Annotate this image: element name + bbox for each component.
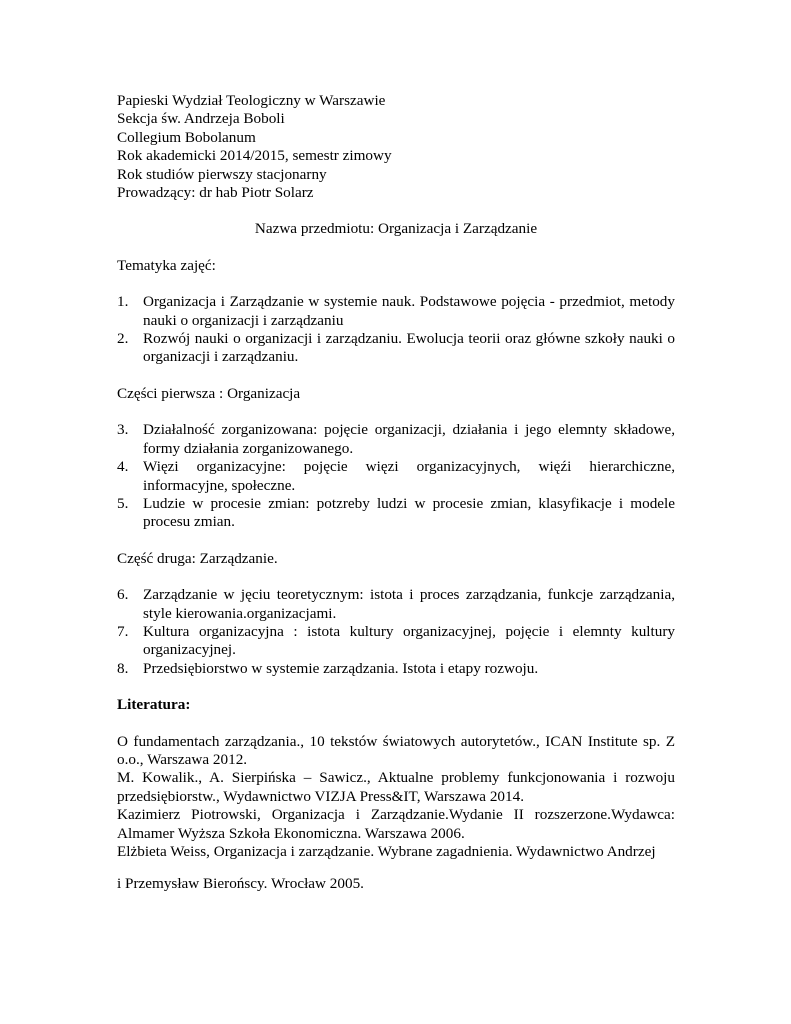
topics-heading: Tematyka zajęć: [117, 256, 216, 274]
item-number: 4. [117, 458, 129, 476]
literature-entry: O fundamentach zarządzania., 10 tekstów światowych autorytetów., ICAN Institute sp. Z o.o., Warszawa 2012. [117, 732, 675, 768]
item-text: Zarządzanie w jęciu teoretycznym: istota i proces zarządzania, funkcje zarządzania, style kierowania.organizacjami. [143, 586, 675, 622]
part2-heading: Część druga: Zarządzanie. [117, 549, 278, 567]
list-item [117, 330, 675, 367]
item-number: 8. [117, 659, 129, 677]
list-item [117, 495, 675, 532]
literature-entry: Elżbieta Weiss, Organizacja i zarządzanie. Wybrane zagadnienia. Wydawnictwo Andrzej [117, 843, 656, 860]
subject-title: Nazwa przedmiotu: Organizacja i Zarządzanie [254, 220, 538, 238]
list-item [117, 458, 675, 495]
item-number: 2. [117, 330, 129, 348]
list-item [117, 660, 675, 678]
item-number: 7. [117, 622, 129, 640]
list-item [117, 421, 675, 458]
item-text: Przedsiębiorstwo w systemie zarządzania. Istota i etapy rozwoju. [143, 659, 539, 677]
item-number: 5. [117, 494, 129, 512]
document-page [117, 92, 675, 894]
item-text: Ludzie w procesie zmian: potzreby ludzi w procesie zmian, klasyfikacje i modele procesu zmian. [143, 494, 675, 531]
header-line-collegium: Collegium Bobolanum [117, 128, 256, 146]
part1-list [117, 421, 675, 531]
list-item [117, 623, 675, 660]
header-line-section: Sekcja św. Andrzeja Boboli [117, 110, 285, 128]
item-text: Działalność zorganizowana: pojęcie organizacji, działania i jego elemnty składowe, formy działania zorganizowanego. [143, 421, 675, 457]
intro-list [117, 293, 675, 367]
part1-heading: Części pierwsza : Organizacja [117, 384, 301, 402]
item-text: Więzi organizacyjne: pojęcie więzi organizacyjnych, więźi hierarchiczne, informacyjne, społeczne. [143, 458, 675, 494]
item-number: 3. [117, 421, 129, 439]
item-number: 6. [117, 586, 129, 604]
literature-heading: Literatura: [117, 696, 191, 714]
literature-entry: M. Kowalik., A. Sierpińska – Sawicz., Aktualne problemy funkcjonowania i rozwoju przedsiębiorstw., Wydawnictwo VIZJA Press&IT, Warszawa 2014. [117, 769, 675, 805]
list-item [117, 293, 675, 330]
part2-list [117, 586, 675, 678]
header-line-lecturer: Prowadzący: dr hab Piotr Solarz [117, 184, 314, 202]
header-line-faculty: Papieski Wydział Teologiczny w Warszawie [117, 92, 386, 109]
literature-list [117, 733, 675, 894]
item-text: Kultura organizacyjna : istota kultury organizacyjnej, pojęcie i elemnty kultury organizacyjnej. [143, 622, 675, 659]
list-item [117, 586, 675, 623]
item-text: Organizacja i Zarządzanie w systemie nauk. Podstawowe pojęcia - przedmiot, metody nauki o organizacji i zarządzaniu [143, 293, 675, 329]
item-text: Rozwój nauki o organizacji i zarządzaniu. Ewolucja teorii oraz główne szkoły nauki o organizacji i zarządzaniu. [143, 330, 675, 366]
header-line-study-year: Rok studiów pierwszy stacjonarny [117, 165, 327, 183]
header-block [117, 92, 675, 202]
item-number: 1. [117, 293, 129, 311]
literature-entry-continued: i Przemysław Bierońscy. Wrocław 2005. [117, 875, 364, 893]
literature-entry: Kazimierz Piotrowski, Organizacja i Zarządzanie.Wydanie II rozszerzone.Wydawca: Almamer Wyższa Szkoła Ekonomiczna. Warszawa 2006. [117, 806, 675, 842]
header-line-academic-year: Rok akademicki 2014/2015, semestr zimowy [117, 147, 392, 165]
